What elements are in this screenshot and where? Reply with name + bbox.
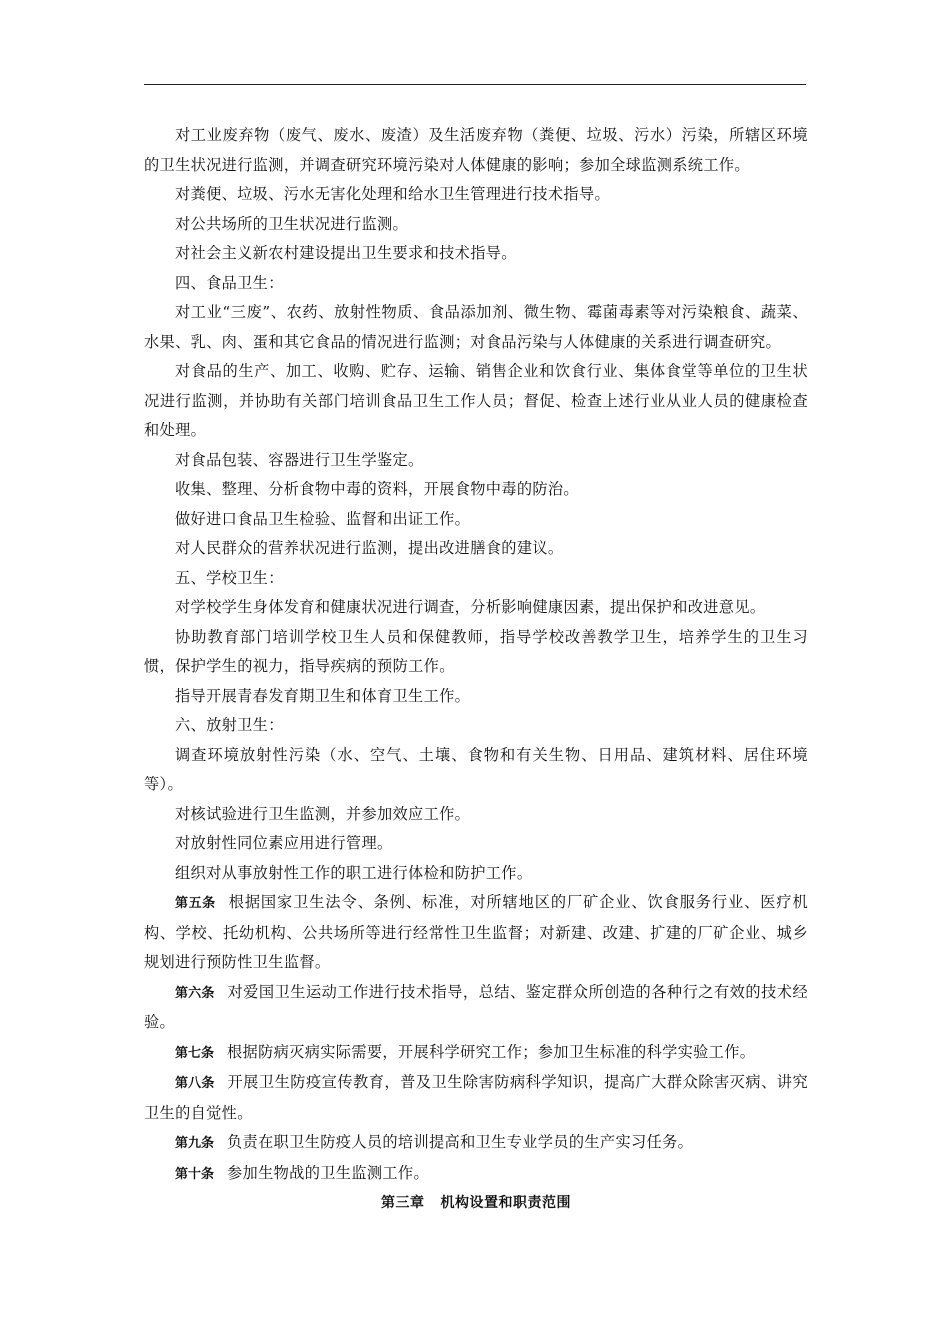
article-text: 负责在职卫生防疫人员的培训提高和卫生专业学员的生产实习任务。 <box>227 1133 694 1151</box>
chapter-title: 机构设置和职责范围 <box>440 1195 571 1211</box>
article-label: 第九条 <box>175 1136 215 1151</box>
paragraph: 对核试验进行卫生监测，并参加效应工作。 <box>175 804 471 823</box>
article-7 <box>144 1038 808 1069</box>
article-text: 参加生物战的卫生监测工作。 <box>227 1163 430 1182</box>
paragraph: 对学校学生身体发育和健康状况进行调查，分析影响健康因素，提出保护和改进意见。 <box>175 598 766 616</box>
paragraph: 对粪便、垃圾、污水无害化处理和给水卫生管理进行技术指导。 <box>175 185 611 203</box>
article-label: 第六条 <box>175 985 215 1001</box>
section-heading: 四、食品卫生： <box>175 273 284 292</box>
article-label: 第八条 <box>175 1076 215 1091</box>
paragraph: 对工业废弃物（废气、废水、废渣）及生活废弃物（粪便、垃圾、污水）污染，所辖区环境的卫生状况进行监测，并调查研究环境污染对人体健康的影响；参加全球监测系统工作。 <box>144 126 808 174</box>
document-body <box>144 121 808 1219</box>
section-heading: 六、放射卫生： <box>175 716 284 734</box>
paragraph: 对社会主义新农村建设提出卫生要求和技术指导。 <box>175 244 517 262</box>
paragraph: 对工业“三废”、农药、放射性物质、食品添加剂、微生物、霉菌毒素等对污染粮食、蔬菜、水果、乳、肉、蛋和其它食品的情况进行监测；对食品污染与人体健康的关系进行调查研究。 <box>144 303 808 351</box>
section-heading: 五、学校卫生： <box>175 568 284 587</box>
chapter-number: 第三章 <box>381 1195 425 1211</box>
article-label: 第七条 <box>175 1045 215 1061</box>
paragraph: 对放射性同位素应用进行管理。 <box>175 834 393 852</box>
header-rule <box>144 84 806 85</box>
paragraph: 对食品包装、容器进行卫生学鉴定。 <box>175 450 424 469</box>
paragraph: 对公共场所的卫生状况进行监测。 <box>175 214 409 233</box>
chapter-heading <box>144 1189 808 1219</box>
article-10 <box>144 1159 808 1190</box>
paragraph: 对食品的生产、加工、收购、贮存、运输、销售企业和饮食行业、集体食堂等单位的卫生状况进行监测，并协助有关部门培训食品卫生工作人员；督促、检查上述行业从业人员的健康检查和处理。 <box>144 362 808 439</box>
paragraph: 收集、整理、分析食物中毒的资料，开展食物中毒的防治。 <box>175 480 579 498</box>
paragraph: 对人民群众的营养状况进行监测，提出改进膳食的建议。 <box>175 539 564 557</box>
article-text: 对爱国卫生运动工作进行技术指导，总结、鉴定群众所创造的各种行之有效的技术经验。 <box>144 982 808 1031</box>
paragraph: 组织对从事放射性工作的职工进行体检和防护工作。 <box>175 863 533 882</box>
article-text: 根据国家卫生法令、条例、标准，对所辖地区的厂矿企业、饮食服务行业、医疗机构、学校、托幼机构、公共场所等进行经常性卫生监督；对新建、改建、扩建的厂矿企业、城乡规划进行预防性卫生监督。 <box>144 893 808 971</box>
article-label: 第五条 <box>175 896 216 911</box>
article-8 <box>144 1068 808 1128</box>
article-text: 根据防病灭病实际需要，开展科学研究工作；参加卫生标准的科学实验工作。 <box>227 1042 756 1061</box>
article-label: 第十条 <box>175 1166 215 1182</box>
paragraph: 调查环境放射性污染（水、空气、土壤、食物和有关生物、日用品、建筑材料、居住环境等）。 <box>144 745 808 793</box>
paragraph: 做好进口食品卫生检验、监督和出证工作。 <box>175 509 471 528</box>
article-6 <box>144 978 808 1038</box>
article-5 <box>144 888 808 978</box>
article-text: 开展卫生防疫宣传教育，普及卫生除害防病科学知识，提高广大群众除害灭病、讲究卫生的自觉性。 <box>144 1073 808 1122</box>
paragraph: 协助教育部门培训学校卫生人员和保健教师，指导学校改善教学卫生，培养学生的卫生习惯，保护学生的视力，指导疾病的预防工作。 <box>144 627 808 675</box>
article-9 <box>144 1128 808 1159</box>
paragraph: 指导开展青春发育期卫生和体育卫生工作。 <box>175 686 471 705</box>
